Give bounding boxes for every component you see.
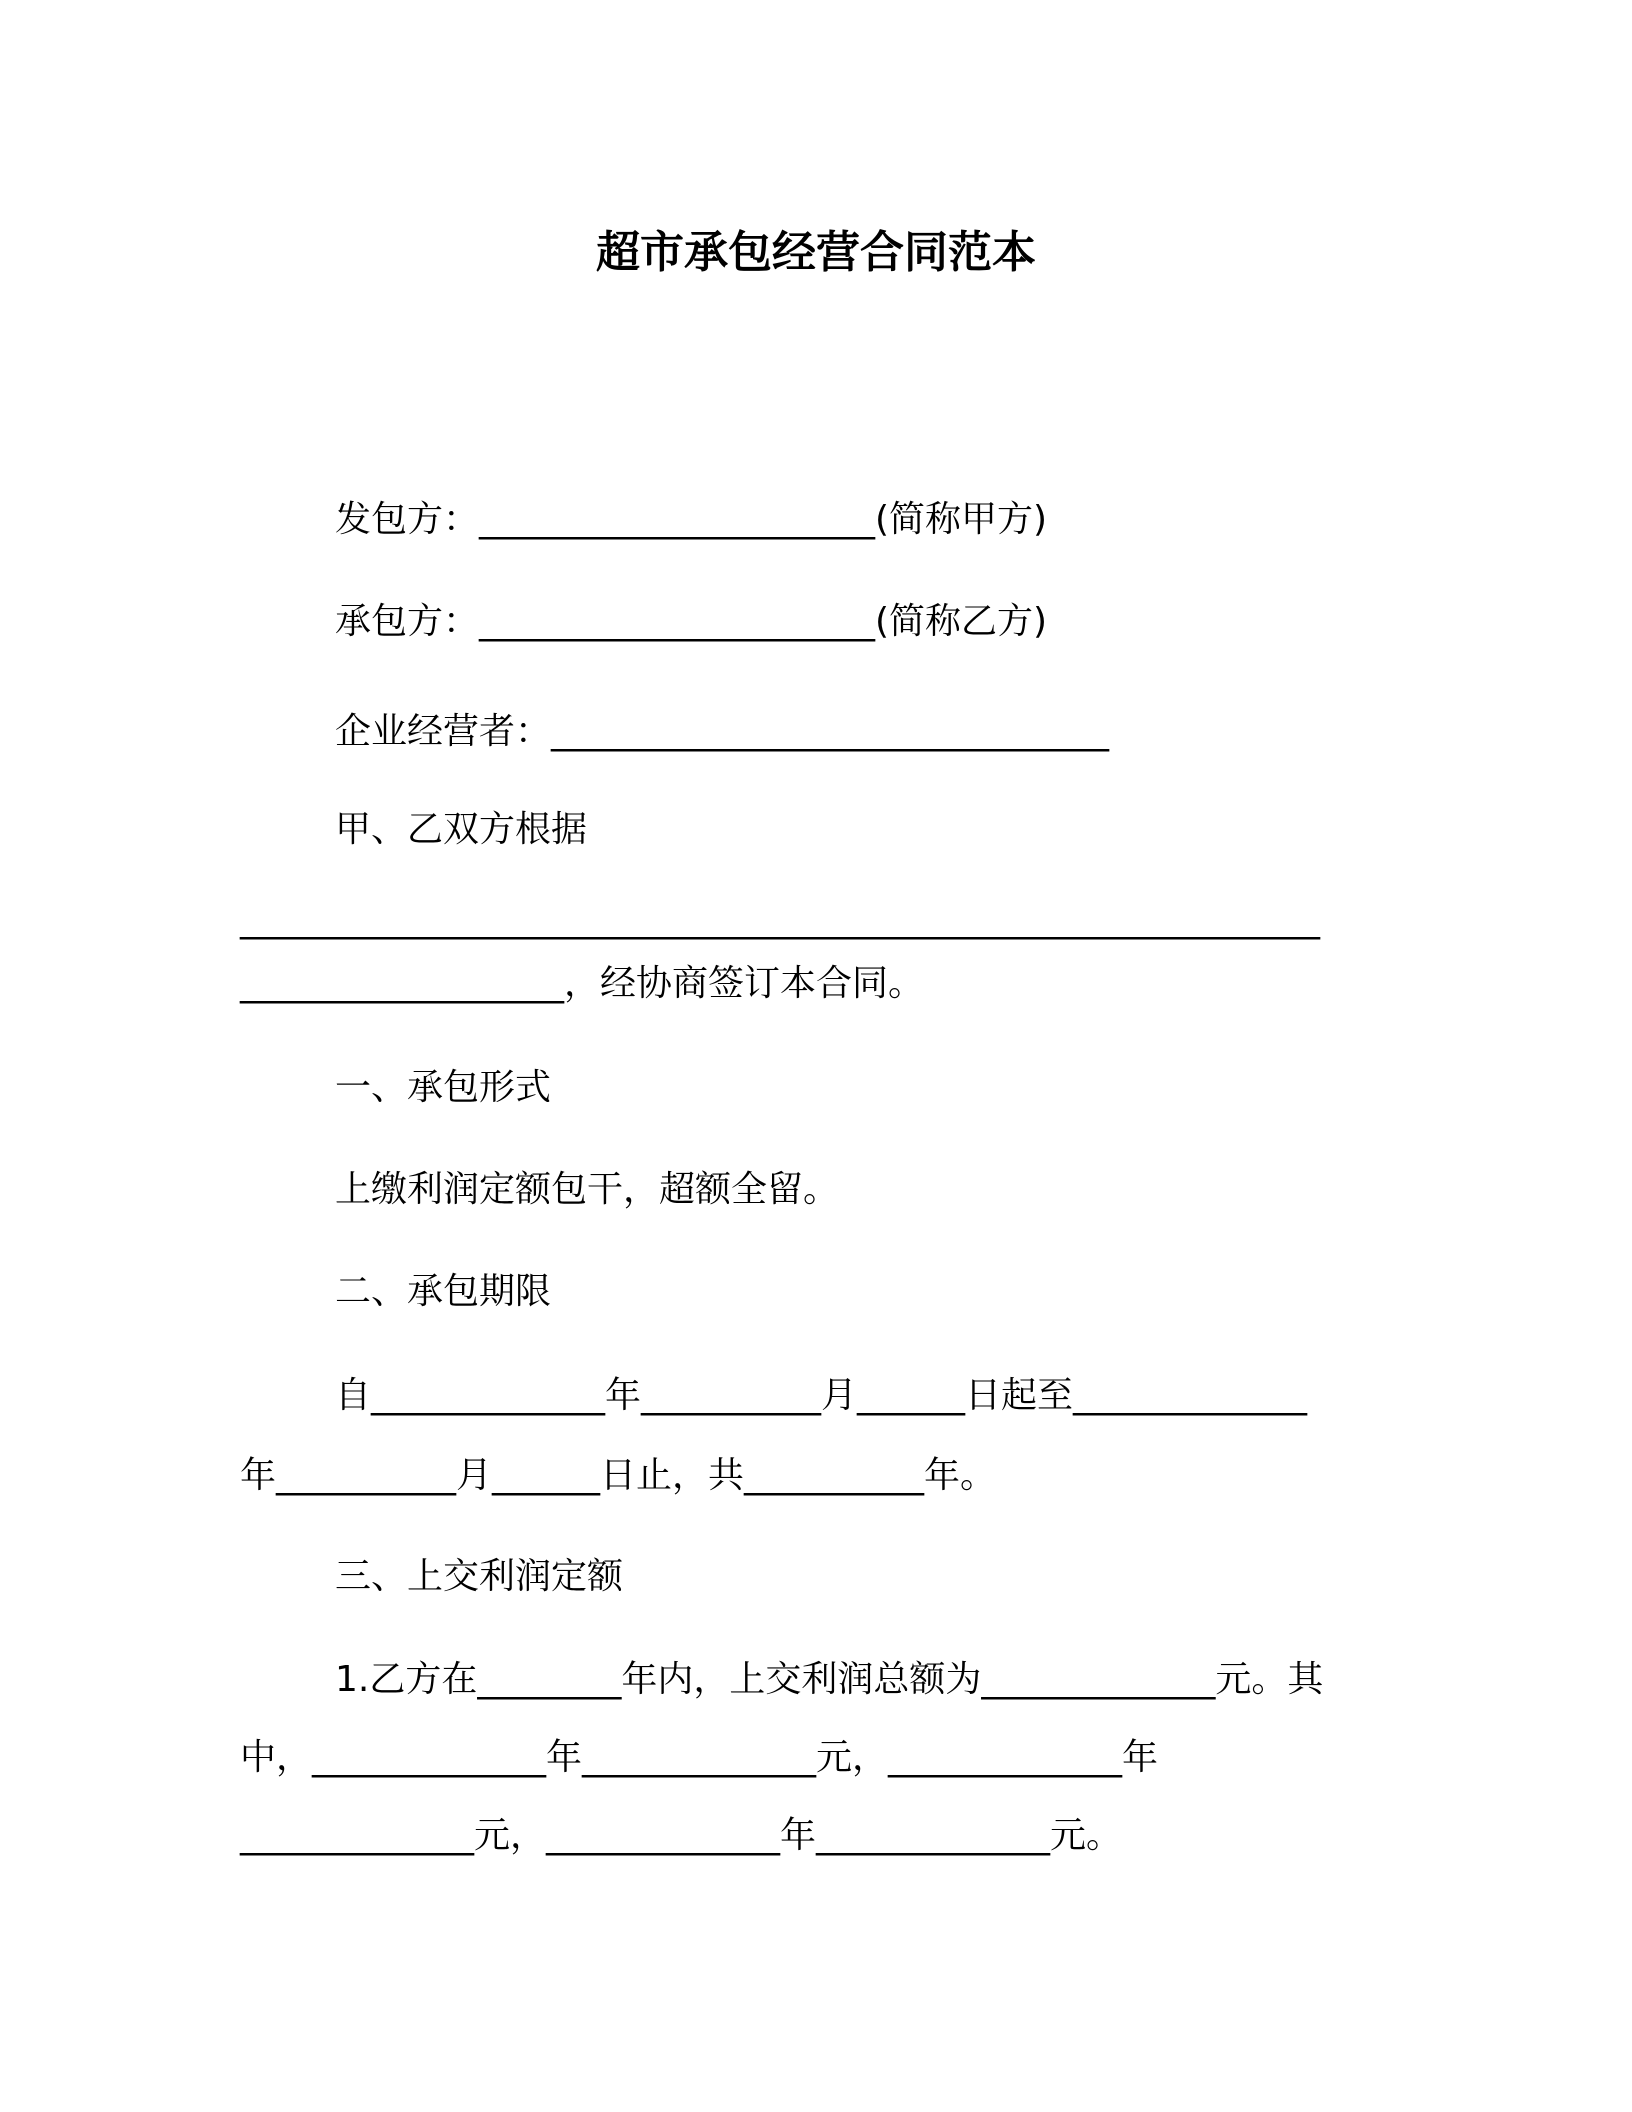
basis-intro-line: 甲、乙双方根据	[335, 809, 588, 850]
document-title: 超市承包经营合同范本	[596, 227, 1036, 278]
section-1-text: 上缴利润定额包干，超额全留。	[335, 1169, 840, 1210]
section-heading-2: 二、承包期限	[335, 1271, 552, 1312]
section-2-text-line-2: 年__________月______日止，共__________年。	[240, 1455, 997, 1496]
section-3-text-line-1: 1.乙方在________年内，上交利润总额为_____________元。其	[335, 1659, 1324, 1700]
section-2-text-line-1: 自_____________年__________月______日起至_____________	[335, 1375, 1308, 1416]
party-a-line: 发包方：______________________(简称甲方)	[335, 499, 1048, 540]
basis-conclusion-line: __________________，经协商签订本合同。	[240, 963, 925, 1004]
operator-line: 企业经营者：_______________________________	[335, 711, 1110, 752]
section-heading-1: 一、承包形式	[335, 1067, 552, 1108]
party-b-line: 承包方：______________________(简称乙方)	[335, 601, 1048, 642]
section-3-text-line-2: 中，_____________年_____________元，_____________年	[240, 1737, 1158, 1778]
section-heading-3: 三、上交利润定额	[335, 1556, 624, 1597]
basis-blank-line: ____________________________________________________________	[240, 899, 1320, 940]
section-3-text-line-3: _____________元，_____________年_____________元。	[240, 1815, 1122, 1856]
